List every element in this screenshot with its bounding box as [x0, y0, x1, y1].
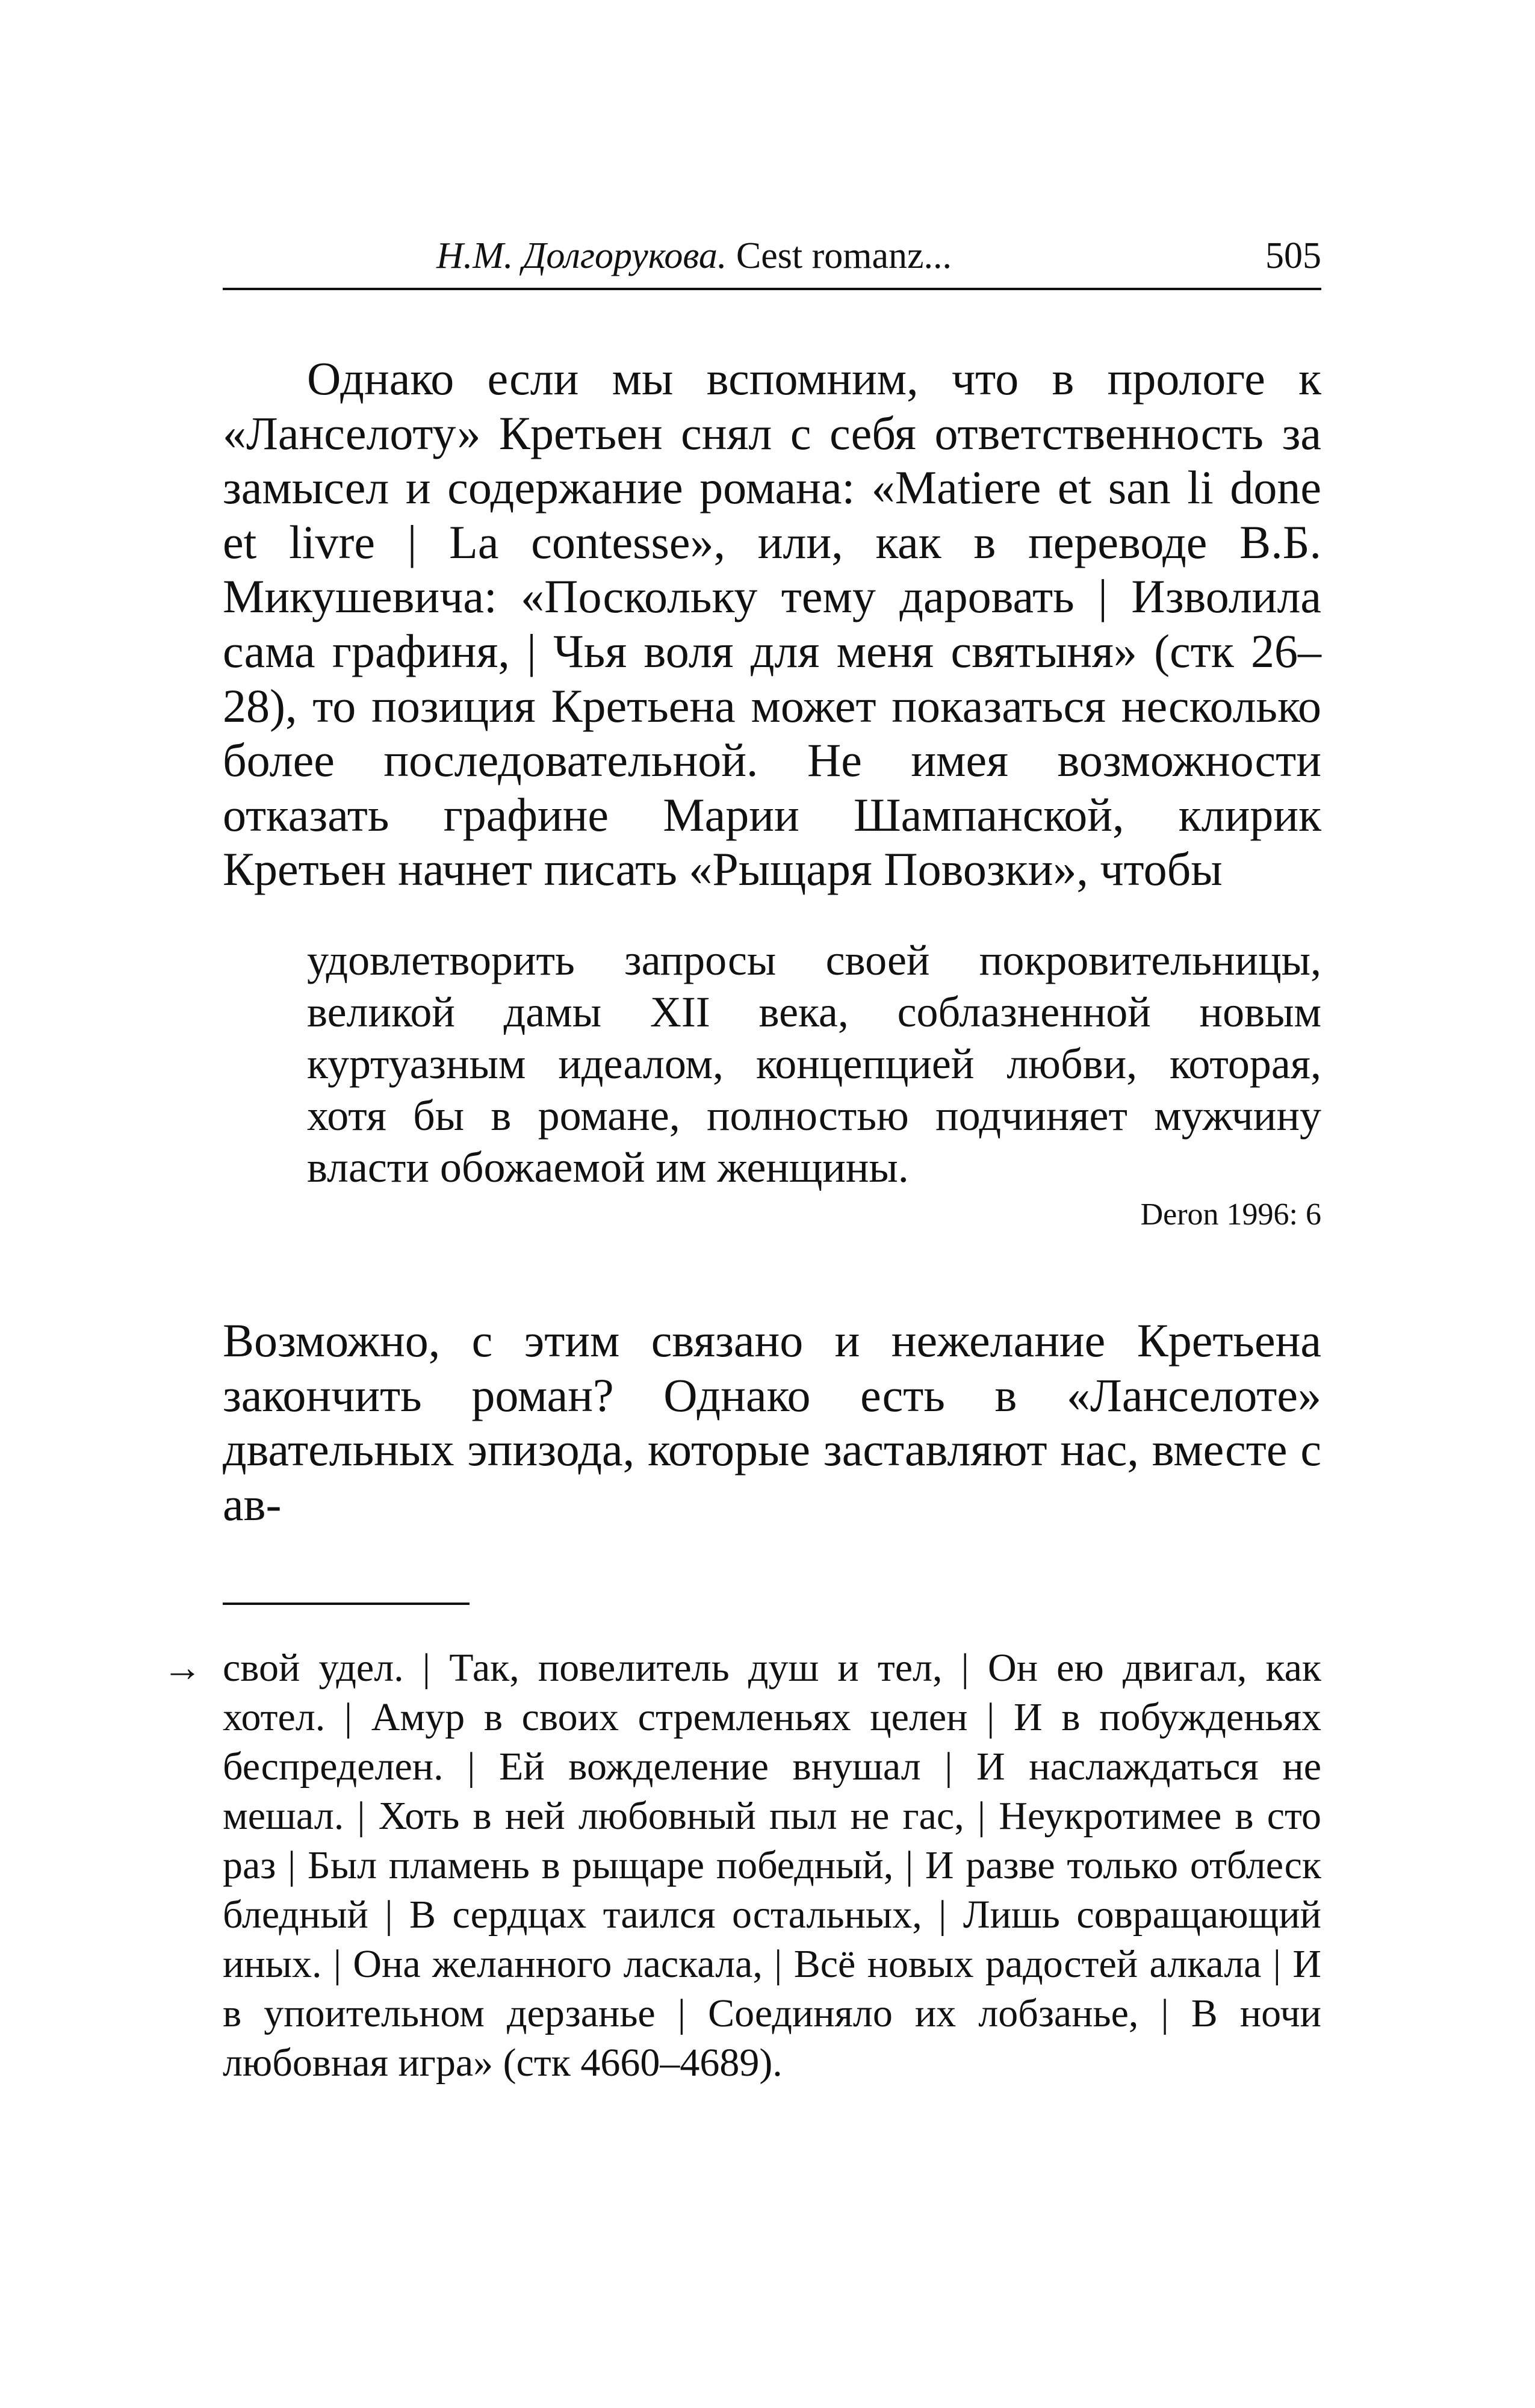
paragraph-2: Возможно, с этим связано и нежелание Кретьена закончить роман? Однако есть в «Ланселоте» двательных эпизода, которые заставляют нас, вместе с ав- [223, 1314, 1321, 1530]
footnote [163, 1643, 1321, 2088]
footnote-rule [223, 1603, 470, 1605]
page-number: 505 [1265, 235, 1321, 276]
block-quote [307, 934, 1321, 1234]
block-quote-text: удовлетворить запросы своей покровительницы, великой дамы XII века, соблазненной новым куртуазным идеалом, концепцией любви, которая, хотя бы в романе, полностью подчиняет мужчину власти обожаемой им женщины. [307, 936, 1321, 1191]
running-head-author: Н.М. Долгорукова. [436, 235, 727, 276]
continuation-arrow-icon: → [163, 1646, 202, 1690]
running-head [223, 229, 1321, 290]
footnote-text: свой удел. | Так, повелитель душ и тел, | Он ею двигал, как хотел. | Амур в своих стремленьях целен | И в побужденьях беспределен. | Ей вожделение внушал | И наслаждаться не мешал. | Хоть в ней любовный пыл не гас, | Неукротимее в сто раз | Был пламень в рыщаре победный, | И разве только отблеск бледный | В сердцах таился остальных, | Лишь совращающий иных. | Она желанного ласкала, | Всё новых радостей алкала | И в упоительном дерзанье | Соединяло их лобзанье, | В ночи любовная игра» (стк 4660–4689). [223, 1646, 1321, 2085]
running-head-book-title: Cest romanz... [727, 235, 952, 276]
block-quote-source: Deron 1996: 6 [1140, 1197, 1321, 1232]
paragraph-1: Однако если мы вспомним, что в прологе к «Ланселоту» Кретьен снял с себя ответственность за замысел и содержание романа: «Matiere et san li done et livre | La contesse», или, как в переводе В.Б. Микушевича: «Поскольку тему даровать | Изволила сама графиня, | Чья воля для меня святыня» (стк 26–28), то позиция Кретьена может показаться несколько более последовательной. Не имея возможности отказать графине Марии Шампанской, клирик Кретьен начнет писать «Рыщаря Повозки», чтобы [223, 352, 1321, 896]
book-page [163, 229, 1321, 2088]
running-head-title [436, 229, 952, 283]
